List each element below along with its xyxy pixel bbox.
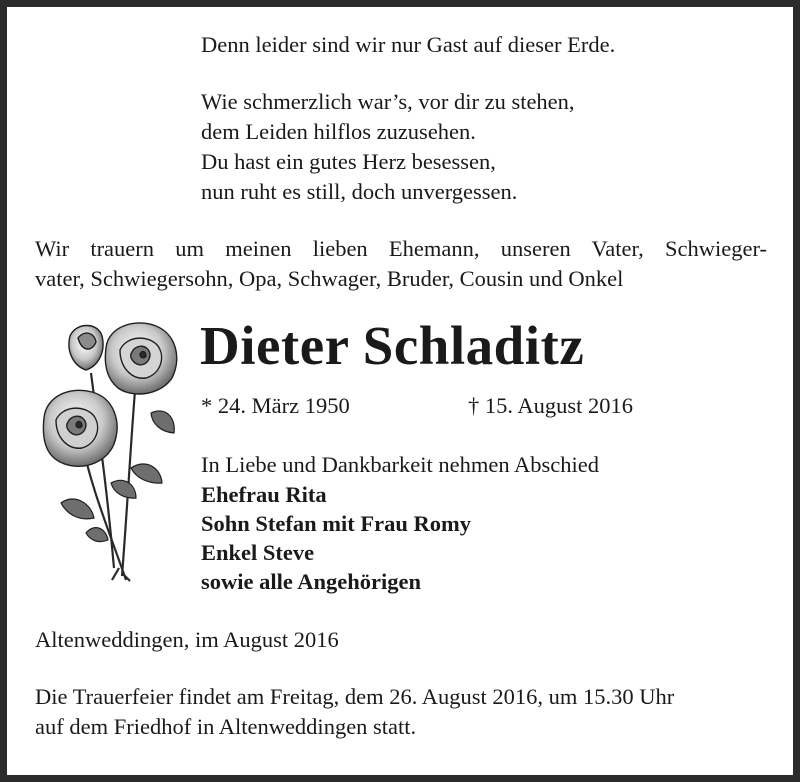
place-date: Altenweddingen, im August 2016 <box>35 627 339 652</box>
mourners-intro: In Liebe und Dankbarkeit nehmen Abschied <box>201 452 600 477</box>
funeral-line-1: Die Trauerfeier findet am Freitag, dem 26. August 2016, um 15.30 Uhr <box>35 684 675 709</box>
poem-line-5: nun ruht es still, doch unvergessen. <box>201 179 518 204</box>
poem-line-3: dem Leiden hilflos zuzusehen. <box>201 119 476 144</box>
mourner-item: Ehefrau Rita <box>201 482 327 507</box>
funeral-line-2: auf dem Friedhof in Altenweddingen statt. <box>35 714 417 739</box>
roses-icon <box>36 318 186 584</box>
poem-line-2: Wie schmerzlich war’s, vor dir zu stehen, <box>201 89 575 114</box>
intro-line-2: vater, Schwiegersohn, Opa, Schwager, Bruder, Cousin und Onkel <box>35 266 624 291</box>
poem-line-4: Du hast ein gutes Herz besessen, <box>201 149 496 174</box>
birth-date: * 24. März 1950 <box>201 393 350 418</box>
intro-line-1: Wir trauern um meinen lieben Ehemann, unseren Vater, Schwieger- <box>35 236 767 261</box>
poem-line-1: Denn leider sind wir nur Gast auf dieser Erde. <box>201 32 616 57</box>
mourner-item: Enkel Steve <box>201 540 315 565</box>
deceased-name: Dieter Schladitz <box>200 315 585 376</box>
mourner-item: sowie alle Angehörigen <box>201 569 421 594</box>
mourner-item: Sohn Stefan mit Frau Romy <box>201 511 472 536</box>
death-date: † 15. August 2016 <box>468 393 634 418</box>
